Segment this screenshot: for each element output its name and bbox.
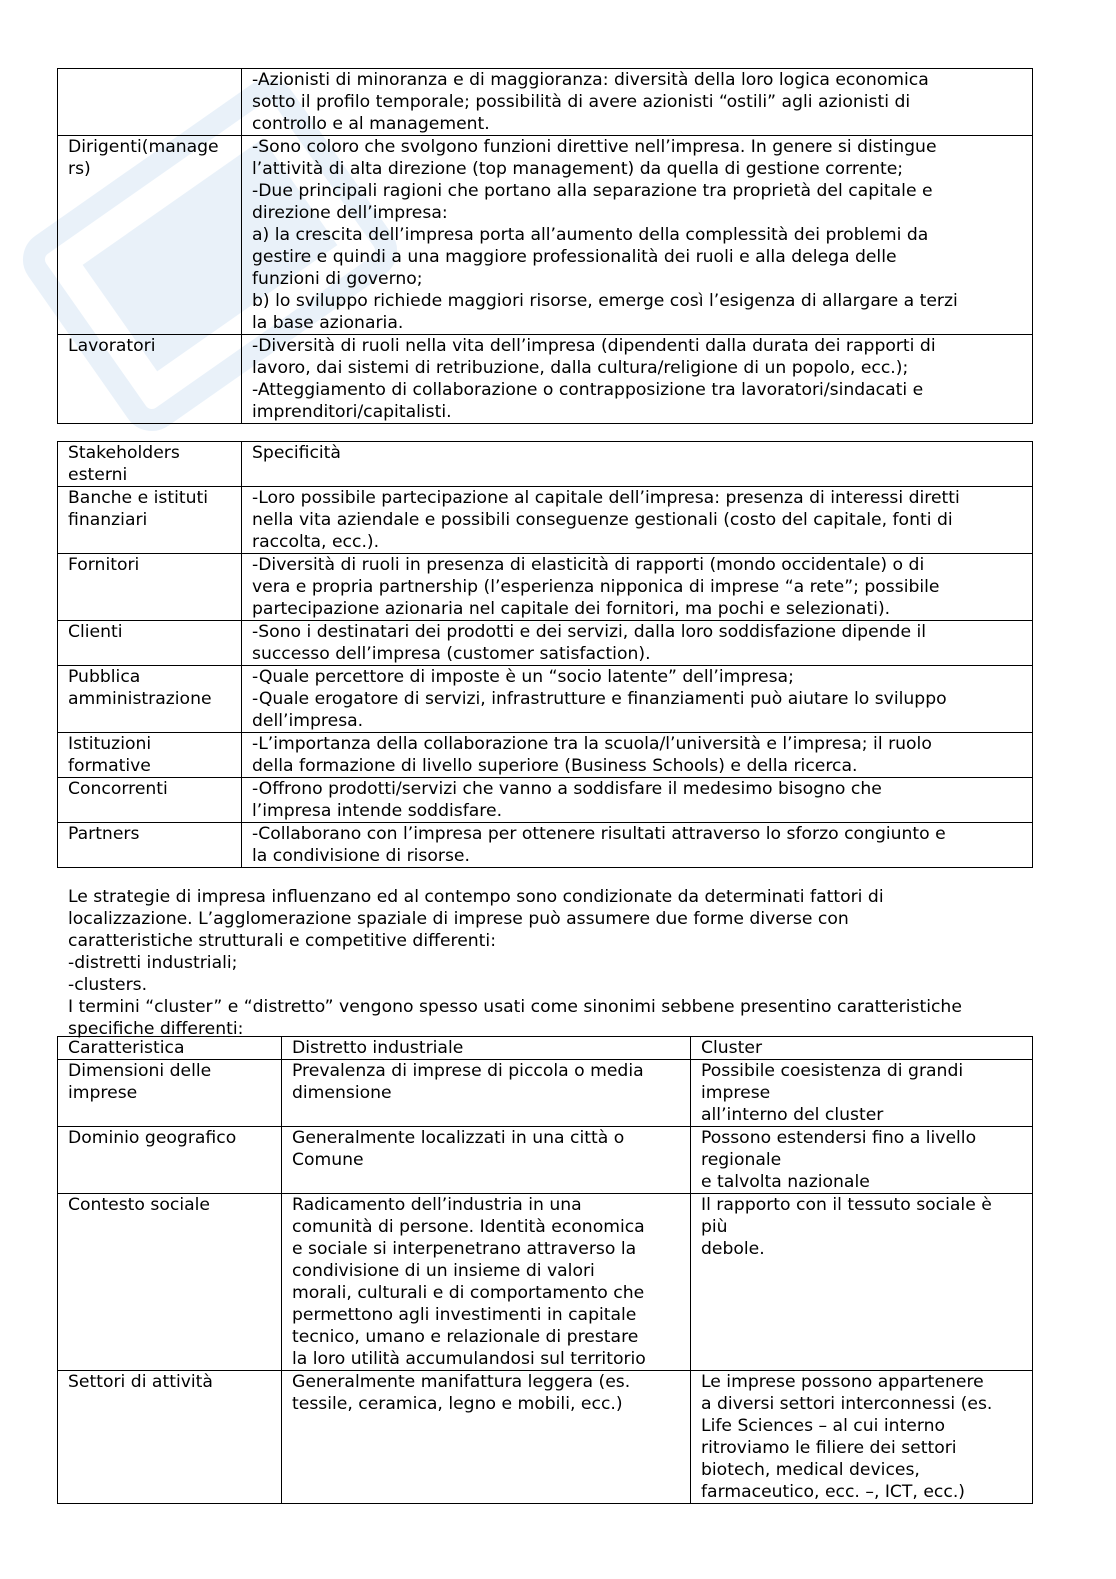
stakeholder-specificity: -Sono i destinatari dei prodotti e dei servizi, dalla loro soddisfazione dipende il successo dell’impresa (customer satisfaction). (242, 621, 1033, 666)
stakeholder-specificity: -Azionisti di minoranza e di maggioranza: diversità della loro logica economica sotto il profilo temporale; possibilità di avere azionisti “ostili” agli azionisti di controllo e al management. (242, 69, 1033, 136)
table-row (58, 487, 1033, 554)
column-header: Caratteristica (58, 1037, 282, 1060)
column-header: Cluster (691, 1037, 1033, 1060)
cluster-cell: Le imprese possono appartenere a diversi settori interconnessi (es. Life Sciences – al cui interno ritroviamo le filiere dei settori biotech, medical devices, farmaceutico, ecc. –, ICT, ecc.) (691, 1371, 1033, 1504)
stakeholder-label: Lavoratori (58, 335, 242, 424)
external-stakeholders-table (57, 441, 1033, 868)
stakeholder-specificity: -Diversità di ruoli in presenza di elasticità di rapporti (mondo occidentale) o di vera e propria partnership (l’esperienza nipponica di imprese “a rete”; possibile partecipazione azionaria nel capitale dei fornitori, ma pochi e selezionati). (242, 554, 1033, 621)
stakeholder-label: Clienti (58, 621, 242, 666)
table-row (58, 666, 1033, 733)
stakeholder-specificity: -Collaborano con l’impresa per ottenere risultati attraverso lo sforzo congiunto e la condivisione di risorse. (242, 823, 1033, 868)
stakeholder-label (58, 69, 242, 136)
table-row (58, 335, 1033, 424)
stakeholder-label: Pubblica amministrazione (58, 666, 242, 733)
cluster-cell: Possono estendersi fino a livello regionale e talvolta nazionale (691, 1127, 1033, 1194)
table-row (58, 778, 1033, 823)
table-row (58, 733, 1033, 778)
district-cell: Prevalenza di imprese di piccola o media dimensione (282, 1060, 691, 1127)
internal-stakeholders-table (57, 68, 1033, 424)
stakeholder-label: Dirigenti(manage rs) (58, 136, 242, 335)
table-row (58, 1060, 1033, 1127)
stakeholder-specificity: -Quale percettore di imposte è un “socio latente” dell’impresa; -Quale erogatore di servizi, infrastrutture e finanziamenti può aiutare lo sviluppo dell’impresa. (242, 666, 1033, 733)
cluster-cell: Possibile coesistenza di grandi imprese all’interno del cluster (691, 1060, 1033, 1127)
stakeholder-specificity: -Diversità di ruoli nella vita dell’impresa (dipendenti dalla durata dei rapporti di lavoro, dai sistemi di retribuzione, dalla cultura/religione di un popolo, ecc.); -Atteggiamento di collaborazione o contrapposizione tra lavoratori/sindacati e imprenditori/capitalisti. (242, 335, 1033, 424)
stakeholder-label: Istituzioni formative (58, 733, 242, 778)
stakeholder-label: Partners (58, 823, 242, 868)
column-header: Specificità (242, 442, 1033, 487)
table-row (58, 1127, 1033, 1194)
characteristic-cell: Dimensioni delle imprese (58, 1060, 282, 1127)
stakeholder-specificity: -L’importanza della collaborazione tra la scuola/l’università e l’impresa; il ruolo della formazione di livello superiore (Business Schools) e della ricerca. (242, 733, 1033, 778)
table-row (58, 1371, 1033, 1504)
table-row (58, 1194, 1033, 1371)
stakeholder-specificity: -Loro possibile partecipazione al capitale dell’impresa: presenza di interessi diretti nella vita aziendale e possibili conseguenze gestionali (costo del capitale, fonti di raccolta, ecc.). (242, 487, 1033, 554)
table-row (58, 69, 1033, 136)
table-row (58, 136, 1033, 335)
district-vs-cluster-table (57, 1036, 1033, 1504)
district-cell: Generalmente localizzati in una città o Comune (282, 1127, 691, 1194)
stakeholder-label: Fornitori (58, 554, 242, 621)
characteristic-cell: Contesto sociale (58, 1194, 282, 1371)
column-header: Distretto industriale (282, 1037, 691, 1060)
table-header-row (58, 1037, 1033, 1060)
body-paragraph: Le strategie di impresa influenzano ed al contempo sono condizionate da determinati fattori di localizzazione. L’agglomerazione spaziale di imprese può assumere due forme diverse con caratteristiche strutturali e competitive differenti: -distretti industriali; -clusters. I termini “cluster” e “distretto” vengono spesso usati come sinonimi sebbene presentino caratteristiche specifiche differenti: (68, 887, 962, 1039)
stakeholder-label: Concorrenti (58, 778, 242, 823)
district-cell: Radicamento dell’industria in una comunità di persone. Identità economica e sociale si interpenetrano attraverso la condivisione di un insieme di valori morali, culturali e di comportamento che permettono agli investimenti in capitale tecnico, umano e relazionale di prestare la loro utilità accumulandosi sul territorio (282, 1194, 691, 1371)
table-row (58, 823, 1033, 868)
stakeholder-specificity: -Offrono prodotti/servizi che vanno a soddisfare il medesimo bisogno che l’impresa intende soddisfare. (242, 778, 1033, 823)
stakeholder-label: Banche e istituti finanziari (58, 487, 242, 554)
table-row (58, 621, 1033, 666)
characteristic-cell: Dominio geografico (58, 1127, 282, 1194)
characteristic-cell: Settori di attività (58, 1371, 282, 1504)
column-header: Stakeholders esterni (58, 442, 242, 487)
table-row (58, 554, 1033, 621)
district-cell: Generalmente manifattura leggera (es. tessile, ceramica, legno e mobili, ecc.) (282, 1371, 691, 1504)
table-header-row (58, 442, 1033, 487)
cluster-cell: Il rapporto con il tessuto sociale è più debole. (691, 1194, 1033, 1371)
stakeholder-specificity: -Sono coloro che svolgono funzioni direttive nell’impresa. In genere si distingue l’attività di alta direzione (top management) da quella di gestione corrente; -Due principali ragioni che portano alla separazione tra proprietà del capitale e direzione dell’impresa: a) la crescita dell’impresa porta all’aumento della complessità dei problemi da gestire e quindi a una maggiore professionalità dei ruoli e alla delega delle funzioni di governo; b) lo sviluppo richiede maggiori risorse, emerge così l’esigenza di allargare a terzi la base azionaria. (242, 136, 1033, 335)
